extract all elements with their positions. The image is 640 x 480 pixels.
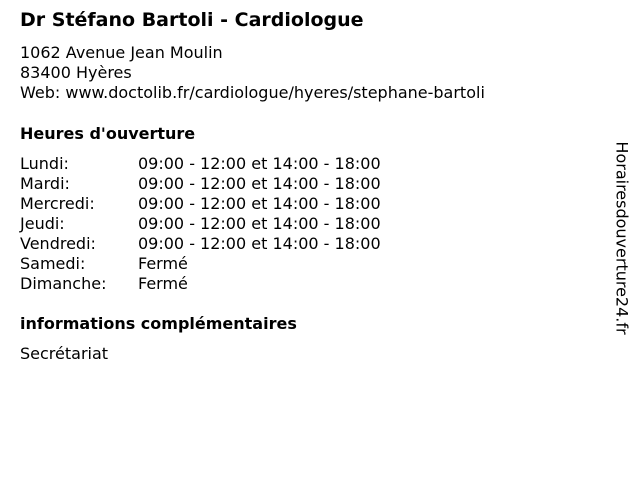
day-label: Vendredi:: [20, 234, 96, 253]
day-label: Lundi:: [20, 154, 69, 173]
day-label: Dimanche:: [20, 274, 107, 293]
city-address: 83400 Hyères: [20, 63, 132, 82]
hours-row-tuesday: [20, 174, 381, 194]
time-value: 09:00 - 12:00 et 14:00 - 18:00: [138, 194, 381, 213]
site-watermark: Horairesdouverture24.fr: [612, 141, 632, 335]
time-value: 09:00 - 12:00 et 14:00 - 18:00: [138, 214, 381, 233]
time-value: Fermé: [138, 254, 188, 273]
time-value: 09:00 - 12:00 et 14:00 - 18:00: [138, 234, 381, 253]
hours-row-wednesday: [20, 194, 381, 214]
day-label: Samedi:: [20, 254, 86, 273]
hours-row-saturday: [20, 254, 381, 274]
street-address: 1062 Avenue Jean Moulin: [20, 43, 223, 62]
additional-info-heading: informations complémentaires: [20, 314, 297, 333]
opening-hours-heading: Heures d'ouverture: [20, 124, 196, 143]
page-title: Dr Stéfano Bartoli - Cardiologue: [20, 9, 364, 31]
day-label: Jeudi:: [20, 214, 65, 233]
day-label: Mercredi:: [20, 194, 95, 213]
hours-row-monday: [20, 154, 381, 174]
day-label: Mardi:: [20, 174, 70, 193]
opening-hours-table: [20, 154, 381, 294]
time-value: 09:00 - 12:00 et 14:00 - 18:00: [138, 174, 381, 193]
address-block: [20, 43, 485, 103]
website-text: Web: www.doctolib.fr/cardiologue/hyeres/stephane-bartoli: [20, 83, 485, 102]
hours-row-sunday: [20, 274, 381, 294]
time-value: 09:00 - 12:00 et 14:00 - 18:00: [138, 154, 381, 173]
time-value: Fermé: [138, 274, 188, 293]
additional-info-text: Secrétariat: [20, 344, 109, 363]
hours-row-thursday: [20, 214, 381, 234]
hours-row-friday: [20, 234, 381, 254]
